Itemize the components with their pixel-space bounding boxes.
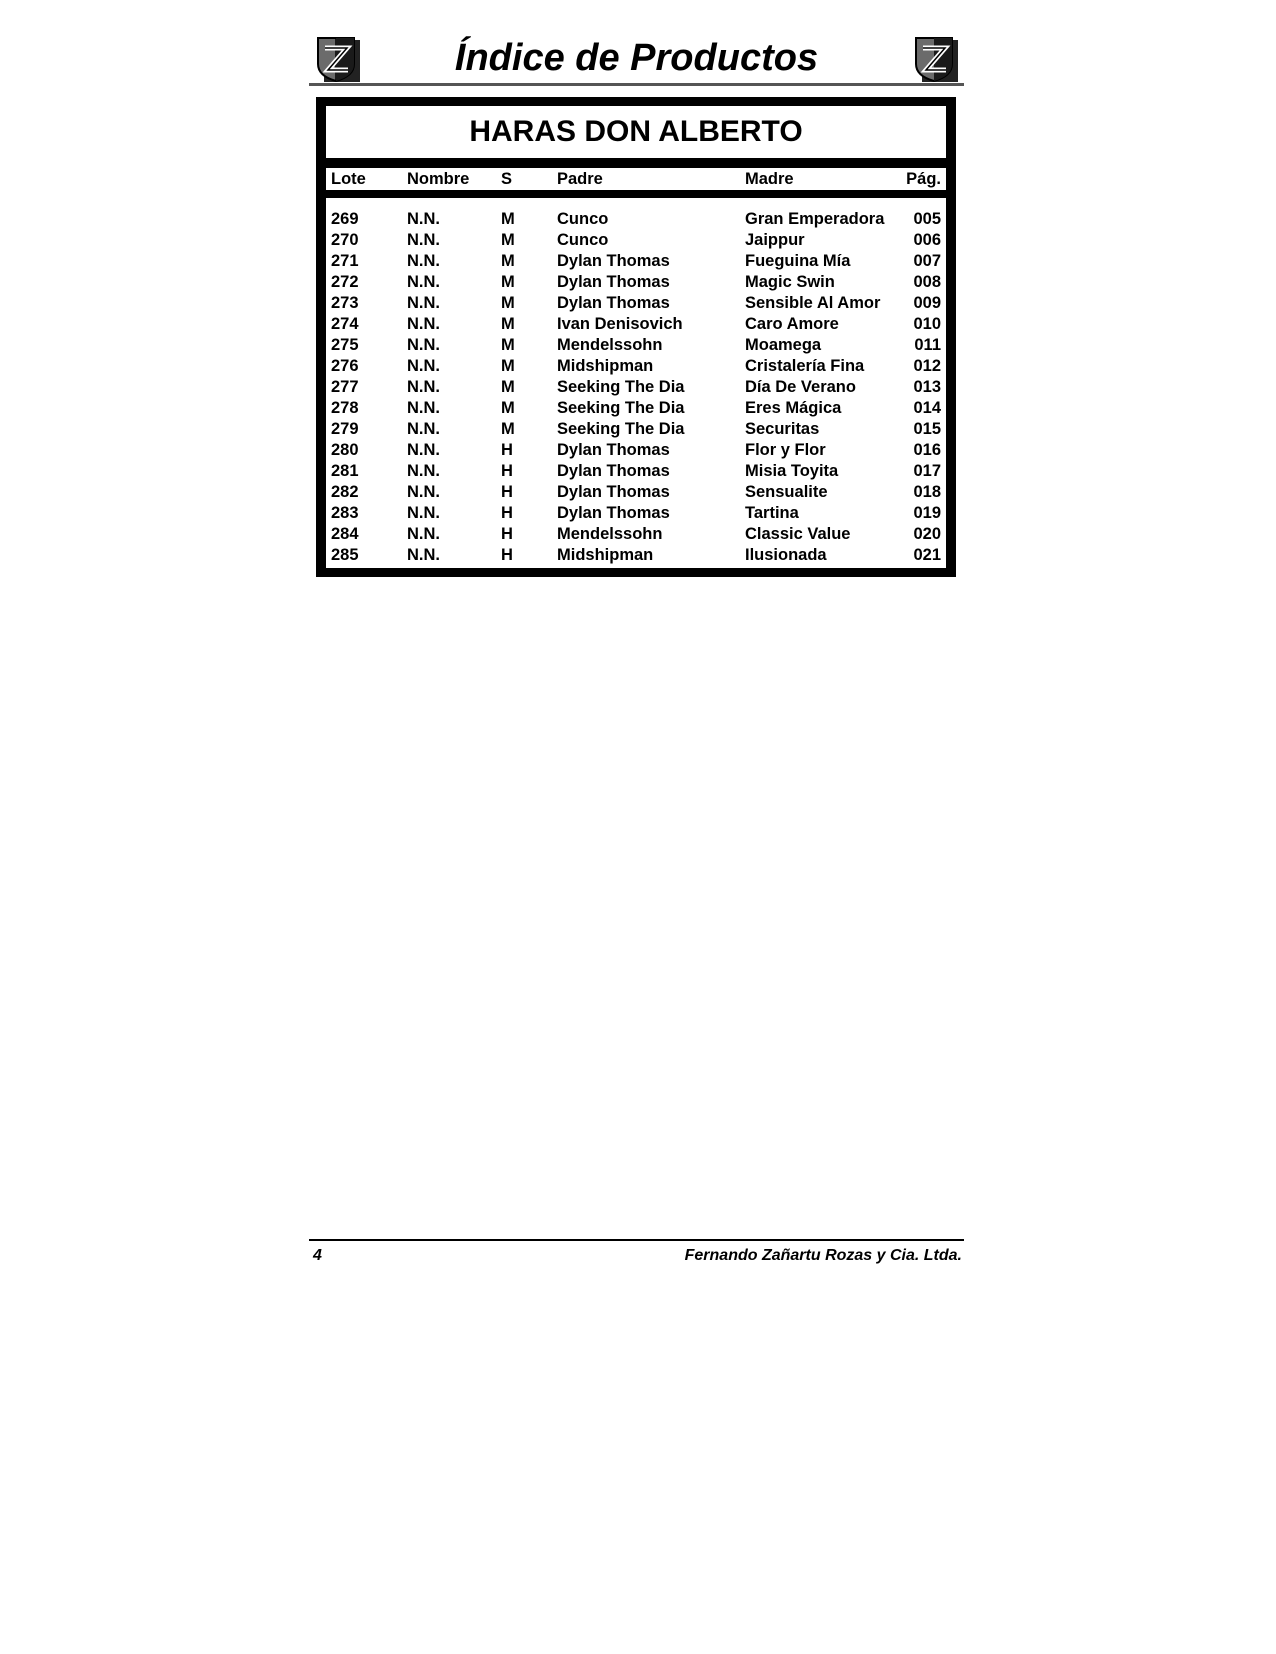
- column-header-padre: Padre: [557, 170, 603, 188]
- breeder-name: HARAS DON ALBERTO: [469, 115, 803, 148]
- cell-padre: Seeking The Dia: [557, 399, 685, 417]
- cell-lote: 279: [331, 420, 359, 438]
- cell-padre: Dylan Thomas: [557, 483, 670, 501]
- cell-sexo: M: [501, 231, 515, 249]
- cell-nombre: N.N.: [407, 294, 440, 312]
- cell-lote: 273: [331, 294, 359, 312]
- cell-lote: 282: [331, 483, 359, 501]
- cell-nombre: N.N.: [407, 210, 440, 228]
- cell-madre: Sensualite: [745, 483, 828, 501]
- cell-lote: 272: [331, 273, 359, 291]
- cell-pag: 008: [913, 273, 941, 291]
- cell-nombre: N.N.: [407, 462, 440, 480]
- cell-sexo: H: [501, 504, 513, 522]
- zanartu-shield-logo-icon: [912, 34, 962, 84]
- cell-pag: 011: [914, 336, 941, 354]
- cell-madre: Sensible Al Amor: [745, 294, 881, 312]
- cell-sexo: H: [501, 462, 513, 480]
- cell-lote: 277: [331, 378, 359, 396]
- cell-sexo: H: [501, 525, 513, 543]
- header-row: [326, 169, 946, 190]
- cell-padre: Dylan Thomas: [557, 273, 670, 291]
- cell-padre: Dylan Thomas: [557, 252, 670, 270]
- column-header-sexo: S: [501, 170, 513, 188]
- cell-padre: Midshipman: [557, 357, 654, 375]
- cell-sexo: M: [501, 399, 515, 417]
- footer-company-name: Fernando Zañartu Rozas y Cia. Ltda.: [684, 1247, 962, 1264]
- cell-madre: Tartina: [745, 504, 799, 522]
- column-header-madre: Madre: [745, 170, 794, 188]
- table-row: [326, 209, 946, 230]
- cell-madre: Classic Value: [745, 525, 851, 543]
- cell-madre: Magic Swin: [745, 273, 835, 291]
- cell-pag: 010: [913, 315, 941, 333]
- table-row: [326, 419, 946, 440]
- cell-padre: Cunco: [557, 231, 609, 249]
- column-header-lote: Lote: [331, 170, 366, 188]
- cell-nombre: N.N.: [407, 399, 440, 417]
- cell-sexo: H: [501, 546, 513, 564]
- page-title: Índice de Productos: [454, 37, 819, 79]
- cell-pag: 016: [913, 441, 941, 459]
- cell-nombre: N.N.: [407, 336, 440, 354]
- cell-nombre: N.N.: [407, 357, 440, 375]
- cell-madre: Eres Mágica: [745, 399, 842, 417]
- cell-sexo: M: [501, 378, 515, 396]
- cell-madre: Flor y Flor: [745, 441, 826, 459]
- cell-pag: 006: [913, 231, 941, 249]
- cell-padre: Dylan Thomas: [557, 504, 670, 522]
- cell-padre: Dylan Thomas: [557, 441, 670, 459]
- cell-lote: 270: [331, 231, 359, 249]
- cell-nombre: N.N.: [407, 420, 440, 438]
- cell-lote: 278: [331, 399, 359, 417]
- column-header-nombre: Nombre: [407, 170, 470, 188]
- cell-madre: Día De Verano: [745, 378, 856, 396]
- cell-madre: Moamega: [745, 336, 822, 354]
- column-header-pag: Pág.: [906, 170, 941, 188]
- table-row: [326, 272, 946, 293]
- cell-pag: 009: [913, 294, 941, 312]
- cell-pag: 018: [913, 483, 941, 501]
- page-header: [309, 30, 964, 86]
- cell-nombre: N.N.: [407, 231, 440, 249]
- cell-madre: Ilusionada: [745, 546, 827, 564]
- cell-lote: 269: [331, 210, 359, 228]
- cell-pag: 017: [913, 462, 941, 480]
- cell-lote: 276: [331, 357, 359, 375]
- cell-pag: 021: [913, 546, 941, 564]
- cell-lote: 280: [331, 441, 359, 459]
- cell-madre: Misia Toyita: [745, 462, 839, 480]
- cell-nombre: N.N.: [407, 546, 440, 564]
- table-row: [326, 524, 946, 545]
- cell-nombre: N.N.: [407, 315, 440, 333]
- cell-sexo: M: [501, 210, 515, 228]
- cell-nombre: N.N.: [407, 252, 440, 270]
- cell-padre: Mendelssohn: [557, 336, 663, 354]
- table-row: [326, 314, 946, 335]
- cell-nombre: N.N.: [407, 504, 440, 522]
- zanartu-shield-logo-icon: [314, 34, 364, 84]
- cell-sexo: M: [501, 336, 515, 354]
- cell-padre: Midshipman: [557, 546, 654, 564]
- cell-nombre: N.N.: [407, 483, 440, 501]
- table-header: [326, 168, 946, 190]
- cell-lote: 284: [331, 525, 359, 543]
- cell-pag: 020: [913, 525, 941, 543]
- cell-sexo: M: [501, 357, 515, 375]
- cell-padre: Mendelssohn: [557, 525, 663, 543]
- cell-lote: 271: [331, 252, 359, 270]
- cell-sexo: M: [501, 420, 515, 438]
- cell-pag: 014: [913, 399, 941, 417]
- cell-pag: 012: [913, 357, 941, 375]
- cell-padre: Cunco: [557, 210, 609, 228]
- cell-madre: Cristalería Fina: [745, 357, 865, 375]
- cell-nombre: N.N.: [407, 525, 440, 543]
- cell-madre: Fueguina Mía: [745, 252, 851, 270]
- cell-padre: Dylan Thomas: [557, 294, 670, 312]
- cell-sexo: M: [501, 315, 515, 333]
- table-row: [326, 356, 946, 377]
- table-row: [326, 377, 946, 398]
- cell-padre: Ivan Denisovich: [557, 315, 683, 333]
- cell-madre: Gran Emperadora: [745, 210, 885, 228]
- table-row: [326, 461, 946, 482]
- cell-sexo: M: [501, 273, 515, 291]
- cell-padre: Seeking The Dia: [557, 420, 685, 438]
- header-rule: [309, 83, 964, 86]
- table-row: [326, 503, 946, 524]
- table-body: [326, 198, 946, 568]
- cell-padre: Dylan Thomas: [557, 462, 670, 480]
- cell-lote: 274: [331, 315, 359, 333]
- table-row: [326, 230, 946, 251]
- cell-pag: 013: [913, 378, 941, 396]
- cell-lote: 281: [331, 462, 359, 480]
- table-row: [326, 545, 946, 566]
- cell-pag: 015: [913, 420, 941, 438]
- product-index-box: [316, 97, 956, 577]
- cell-pag: 005: [913, 210, 941, 228]
- cell-sexo: M: [501, 294, 515, 312]
- cell-sexo: M: [501, 252, 515, 270]
- page-footer: [309, 1239, 964, 1269]
- cell-lote: 275: [331, 336, 359, 354]
- table-row: [326, 251, 946, 272]
- breeder-title-area: [326, 106, 946, 158]
- cell-madre: Caro Amore: [745, 315, 839, 333]
- table-row: [326, 335, 946, 356]
- cell-sexo: H: [501, 483, 513, 501]
- cell-lote: 283: [331, 504, 359, 522]
- cell-sexo: H: [501, 441, 513, 459]
- cell-madre: Jaippur: [745, 231, 805, 249]
- cell-padre: Seeking The Dia: [557, 378, 685, 396]
- table-row: [326, 482, 946, 503]
- footer-rule: [309, 1239, 964, 1241]
- cell-madre: Securitas: [745, 420, 820, 438]
- cell-pag: 007: [913, 252, 941, 270]
- table-row: [326, 293, 946, 314]
- table-row: [326, 440, 946, 461]
- cell-lote: 285: [331, 546, 359, 564]
- cell-nombre: N.N.: [407, 378, 440, 396]
- cell-nombre: N.N.: [407, 273, 440, 291]
- page-number: 4: [313, 1247, 322, 1264]
- cell-pag: 019: [913, 504, 941, 522]
- table-row: [326, 398, 946, 419]
- cell-nombre: N.N.: [407, 441, 440, 459]
